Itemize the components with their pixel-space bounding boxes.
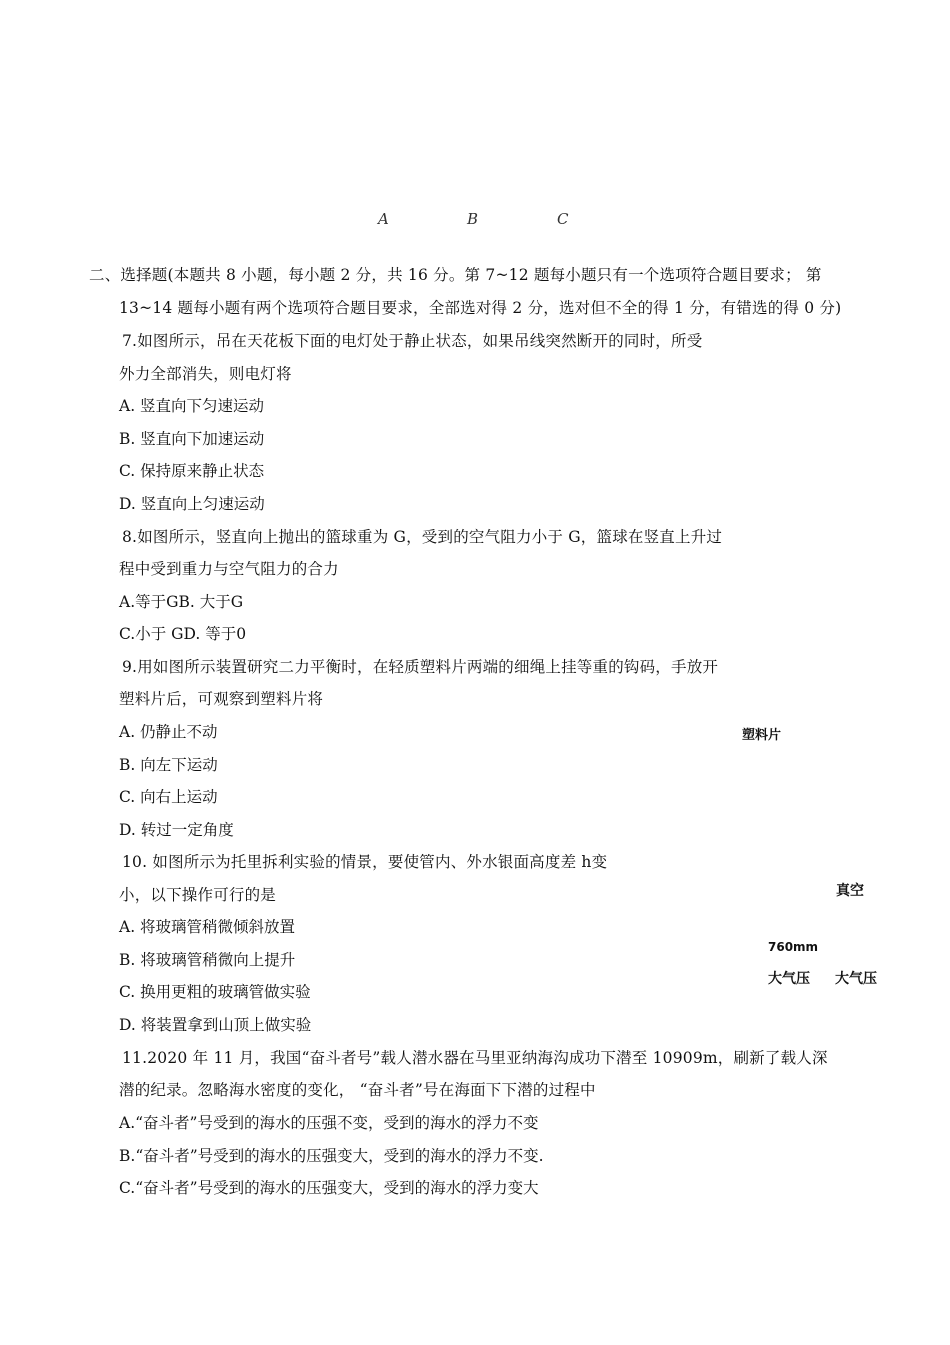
q8-option-ab: A.等于GB. 大于G [119,593,244,611]
q9-option-b: B. 向左下运动 [119,756,218,774]
q10-label-vacuum: 真空 [836,883,864,899]
q9-figure-label-plastic-sheet: 塑料片 [742,728,782,743]
q11-stem-line2: 潜的纪录。忽略海水密度的变化， “奋斗者”号在海面下下潜的过程中 [119,1081,596,1099]
q10-option-a: A. 将玻璃管稍微倾斜放置 [119,918,296,936]
q10-option-d: D. 将装置拿到山顶上做实验 [119,1016,312,1034]
q10-stem-line2: 小，以下操作可行的是 [119,886,277,904]
q8-option-cd: C.小于 GD. 等于0 [119,625,247,643]
q9-stem-line1: 9.用如图所示装置研究二力平衡时，在轻质塑料片两端的细绳上挂等重的钩码，手放开 [122,658,719,676]
q10-stem-line1: 10. 如图所示为托里拆利实验的情景，要使管内、外水银面高度差 h变 [122,853,608,871]
diagram-c [528,148,600,204]
diagram-label-b: B [467,210,479,228]
diagram-b [438,139,510,204]
q9-option-c: C. 向右上运动 [119,788,218,806]
q11-option-c: C.“奋斗者”号受到的海水的压强变大，受到的海水的浮力变大 [119,1179,539,1197]
q10-label-height: 760mm [768,940,819,954]
q7-option-c: C. 保持原来静止状态 [119,462,265,480]
q7-option-a: A. 竖直向下匀速运动 [119,397,265,415]
q10-option-c: C. 换用更粗的玻璃管做实验 [119,983,311,1001]
section-header-line2: 13~14 题每小题有两个选项符合题目要求，全部选对得 2 分，选对但不全的得 1 分，有错选的得 0 分) [119,299,842,317]
q9-stem-line2: 塑料片后，可观察到塑料片将 [119,690,324,708]
q9-option-d: D. 转过一定角度 [119,821,234,839]
q8-stem-line2: 程中受到重力与空气阻力的合力 [119,560,339,578]
q11-option-b: B.“奋斗者”号受到的海水的压强变大，受到的海水的浮力不变. [119,1147,544,1165]
diagram-a [347,153,419,204]
q7-option-b: B. 竖直向下加速运动 [119,430,265,448]
q7-stem-line1: 7.如图所示，吊在天花板下面的电灯处于静止状态，如果吊线突然断开的同时，所受 [122,332,703,350]
diagram-label-a: A [378,210,389,228]
q11-stem-line1: 11.2020 年 11 月，我国“奋斗者号”载人潜水器在马里亚纳海沟成功下潜至 10909m，刷新了载人深 [122,1049,828,1067]
q7-stem-line2: 外力全部消失，则电灯将 [119,365,292,383]
q10-label-atm-right: 大气压 [835,971,877,987]
q8-stem-line1: 8.如图所示，竖直向上抛出的篮球重为 G，受到的空气阻力小于 G，篮球在竖直上升过 [122,528,723,546]
q11-option-a: A.“奋斗者”号受到的海水的压强不变，受到的海水的浮力不变 [119,1114,539,1132]
section-header-line1: 二、选择题(本题共 8 小题，每小题 2 分，共 16 分。第 7~12 题每小题只有一个选项符合题目要求； 第 [89,266,822,284]
q10-option-b: B. 将玻璃管稍微向上提升 [119,951,296,969]
diagram-label-c: C [557,210,569,228]
q9-option-a: A. 仍静止不动 [119,723,218,741]
q7-option-d: D. 竖直向上匀速运动 [119,495,265,513]
q10-label-atm-left: 大气压 [768,971,810,987]
